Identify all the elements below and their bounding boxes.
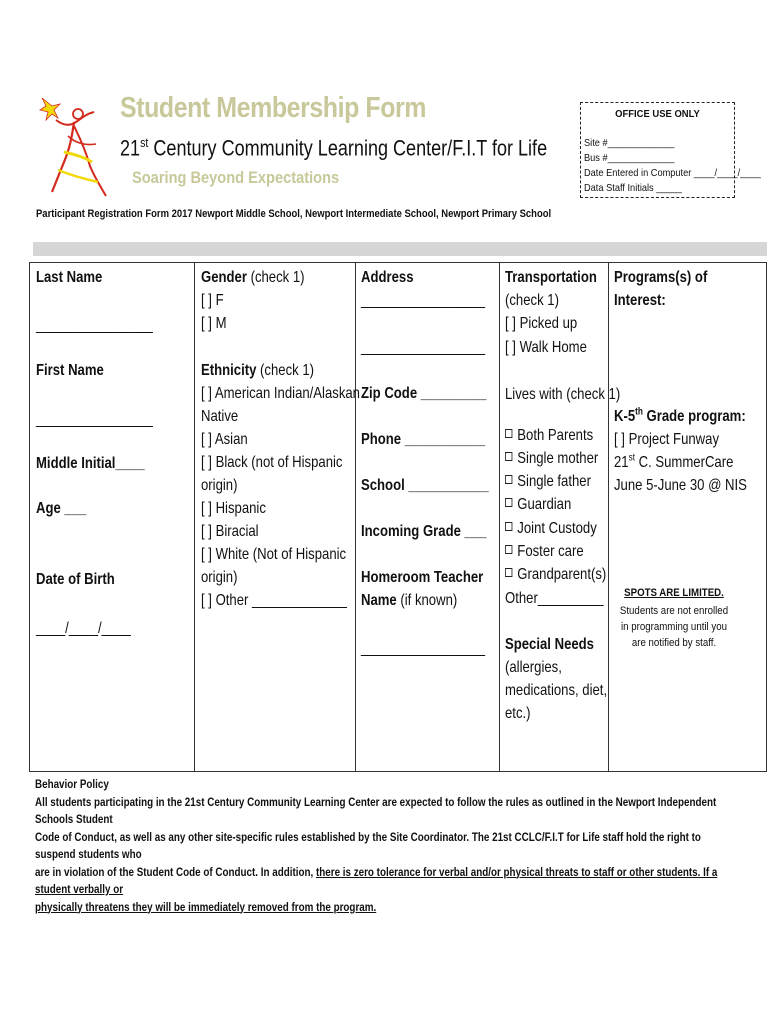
summercare-label: 21st C. SummerCare xyxy=(614,452,734,471)
behavior-policy xyxy=(35,776,724,916)
lives-with-label: Lives with (check 1) xyxy=(505,386,621,403)
ethnicity-option[interactable]: [ ] Asian xyxy=(201,431,248,448)
lives-with-option[interactable]: Joint Custody xyxy=(505,517,597,540)
transportation-label: Transportation xyxy=(505,269,597,286)
middle-initial-field[interactable]: Middle Initial____ xyxy=(36,455,145,472)
address-field-2[interactable]: _________________ xyxy=(361,339,486,356)
lives-with-option[interactable]: Guardian xyxy=(505,493,571,516)
school-field[interactable]: School ___________ xyxy=(361,477,489,494)
checkbox-icon[interactable] xyxy=(505,568,512,577)
office-date-entered[interactable]: Date Entered in Computer ____/____/____ xyxy=(584,167,761,179)
homeroom-name-label: Name (if known) xyxy=(361,592,458,609)
special-needs-note: (allergies, xyxy=(505,659,562,676)
ethnicity-option[interactable]: [ ] Other _____________ xyxy=(201,592,347,609)
policy-text: are in violation of the Student Code of Conduct. In addition, there is zero tolerance for verbal and/or physical threats to staff or other students. If a student verbally or xyxy=(35,864,718,896)
dob-label: Date of Birth xyxy=(36,571,115,588)
gender-f-option[interactable]: [ ] F xyxy=(201,292,224,309)
programs-label: Programs(s) of xyxy=(614,269,708,286)
office-use-box xyxy=(580,102,761,198)
section-band xyxy=(33,242,767,256)
address-label: Address xyxy=(361,269,414,286)
age-field[interactable]: Age ___ xyxy=(36,500,87,517)
picked-up-option[interactable]: [ ] Picked up xyxy=(505,315,578,332)
lives-with-option[interactable]: Single mother xyxy=(505,447,598,470)
walk-home-option[interactable]: [ ] Walk Home xyxy=(505,339,587,356)
project-funway-option[interactable]: [ ] Project Funway xyxy=(614,431,719,448)
ethnicity-option-cont: Native xyxy=(201,408,239,425)
column-divider xyxy=(355,262,356,772)
lives-with-option[interactable]: Both Parents xyxy=(505,424,593,447)
address-field[interactable]: _________________ xyxy=(361,292,486,309)
ethnicity-option-cont: origin) xyxy=(201,477,238,494)
running-figure-logo xyxy=(34,92,120,204)
phone-field[interactable]: Phone ___________ xyxy=(361,431,485,448)
zip-field[interactable]: Zip Code _________ xyxy=(361,385,487,402)
lives-with-option[interactable]: Single father xyxy=(505,470,591,493)
office-bus[interactable]: Bus #_____________ xyxy=(584,152,675,164)
tagline: Soaring Beyond Expectations xyxy=(132,168,340,187)
policy-text: physically threatens they will be immediately removed from the program. xyxy=(35,899,377,914)
checkbox-icon[interactable] xyxy=(505,545,512,554)
office-site[interactable]: Site #_____________ xyxy=(584,137,675,149)
lives-with-other-field[interactable]: Other_________ xyxy=(505,590,604,607)
transportation-note: (check 1) xyxy=(505,292,559,309)
registration-line: Participant Registration Form 2017 Newport Middle School, Newport Intermediate School, Newport Primary School xyxy=(36,208,552,220)
homeroom-field[interactable]: _________________ xyxy=(361,640,486,657)
checkbox-icon[interactable] xyxy=(505,498,512,507)
gender-label: Gender (check 1) xyxy=(201,269,305,286)
ethnicity-option[interactable]: [ ] Biracial xyxy=(201,523,259,540)
column-divider xyxy=(499,262,500,772)
lives-with-option[interactable]: Foster care xyxy=(505,540,584,563)
checkbox-icon[interactable] xyxy=(505,475,512,484)
lives-with-option[interactable]: Grandparent(s) xyxy=(505,563,606,586)
spots-limited-notice: SPOTS ARE LIMITED. xyxy=(624,587,724,599)
ethnicity-option-cont: origin) xyxy=(201,569,238,586)
policy-text: All students participating in the 21st Century Community Learning Center are expected to follow the rules as outlined in the Newport Independent Schools Student xyxy=(35,794,717,826)
column-divider xyxy=(194,262,195,772)
ethnicity-option[interactable]: [ ] Hispanic xyxy=(201,500,266,517)
checkbox-icon[interactable] xyxy=(505,522,512,531)
policy-heading: Behavior Policy xyxy=(35,777,109,791)
form-subtitle: 21st Century Community Learning Center/F.I.T for Life xyxy=(120,135,548,161)
first-name-field[interactable]: ________________ xyxy=(36,411,153,428)
special-needs-note: medications, diet, xyxy=(505,682,608,699)
incoming-grade-field[interactable]: Incoming Grade ___ xyxy=(361,523,487,540)
ethnicity-label: Ethnicity (check 1) xyxy=(201,362,315,379)
programs-label-2: Interest: xyxy=(614,292,666,309)
last-name-label: Last Name xyxy=(36,269,103,286)
dob-field[interactable]: ____/____/____ xyxy=(36,620,131,637)
enrollment-note: Students are not enrolled in programming until you are notified by staff. xyxy=(619,605,729,649)
program-dates: June 5-June 30 @ NIS xyxy=(614,477,747,494)
policy-text: Code of Conduct, as well as any other site-specific rules established by the Site Coordinator. The 21st CCLC/F.I.T for Life staff hold the right to suspend students who xyxy=(35,829,701,861)
special-needs-label: Special Needs xyxy=(505,636,594,653)
checkbox-icon[interactable] xyxy=(505,429,512,438)
ethnicity-option[interactable]: [ ] Black (not of Hispanic xyxy=(201,454,343,471)
special-needs-note: etc.) xyxy=(505,705,531,722)
ethnicity-option[interactable]: [ ] White (Not of Hispanic xyxy=(201,546,347,563)
checkbox-icon[interactable] xyxy=(505,452,512,461)
office-heading: OFFICE USE ONLY xyxy=(615,108,700,120)
ethnicity-option[interactable]: [ ] American Indian/Alaskan xyxy=(201,385,360,402)
form-title: Student Membership Form xyxy=(120,92,427,124)
last-name-field[interactable]: ________________ xyxy=(36,317,153,334)
column-divider xyxy=(608,262,609,772)
homeroom-label: Homeroom Teacher xyxy=(361,569,484,586)
office-staff-initials[interactable]: Data Staff Initials _____ xyxy=(584,182,682,194)
k5-program-label: K-5th Grade program: xyxy=(614,406,746,425)
first-name-label: First Name xyxy=(36,362,104,379)
gender-m-option[interactable]: [ ] M xyxy=(201,315,227,332)
